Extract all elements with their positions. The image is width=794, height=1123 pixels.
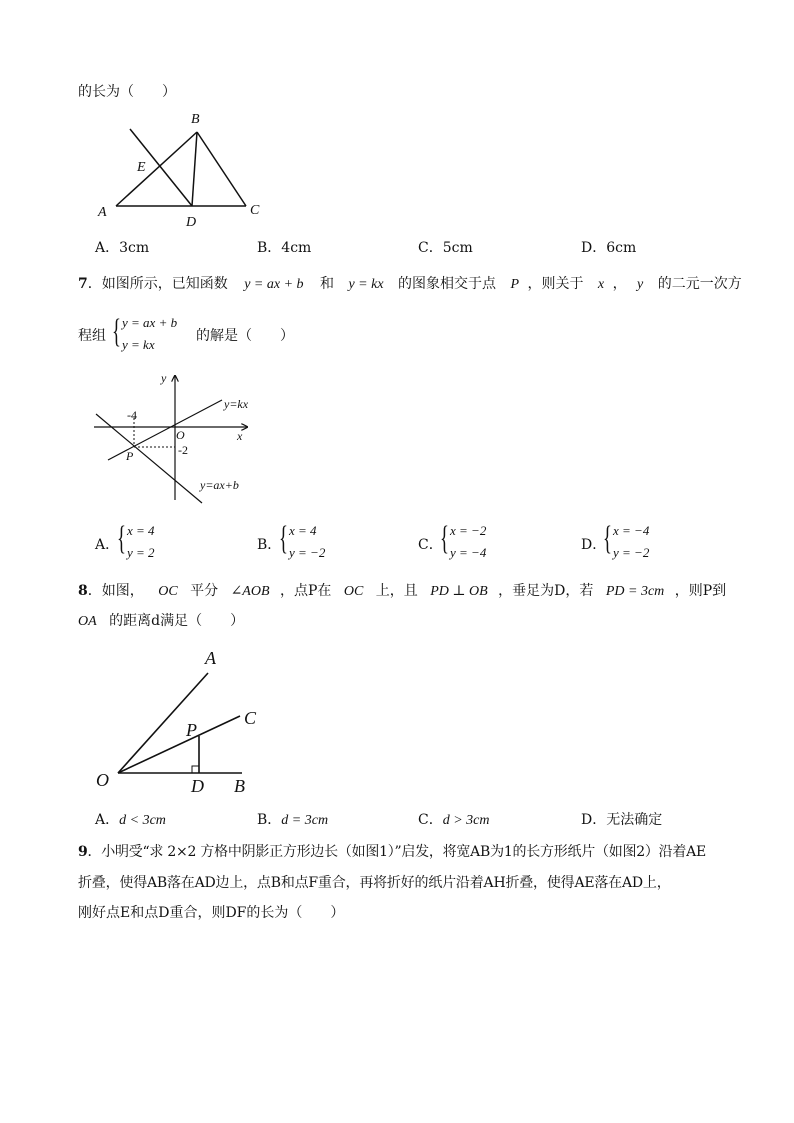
q8-option-d[interactable]: D．无法确定 — [581, 812, 663, 828]
q7-option-d[interactable]: D． { x = −4 y = −2 — [581, 520, 650, 560]
tick-x-label: -4 — [127, 408, 137, 422]
q7-option-b[interactable]: B． { x = 4 y = −2 — [257, 520, 326, 560]
q7-stem-line2-prefix: 程组 — [78, 328, 106, 344]
line-kx-label: y=kx — [224, 397, 249, 411]
axis-x-label: x — [237, 429, 243, 443]
q6-figure — [90, 105, 280, 230]
q6-option-c[interactable]: C．5cm — [418, 240, 473, 256]
line-axb-label: y=ax+b — [200, 478, 239, 492]
tick-y-label: -2 — [178, 443, 188, 457]
q8-stem-line2: OA 的距离d满足（ ） — [78, 613, 245, 629]
label-c: C — [250, 203, 260, 218]
segment-bd — [192, 132, 197, 206]
label-d: D — [191, 776, 204, 796]
label-p: P — [186, 720, 197, 740]
q8-number: 8 — [78, 583, 88, 599]
label-e: E — [137, 160, 146, 175]
segment-ab — [116, 132, 197, 206]
q7-number: 7 — [78, 276, 88, 292]
q8-option-c[interactable]: C．d > 3cm — [418, 812, 490, 828]
q7-graph — [90, 370, 265, 510]
q9-stem-line1: 9．小明受“求 2×2 方格中阴影正方形边长（如图1）”启发，将宽AB为1的长方形纸片（如图2）沿着AE — [78, 844, 706, 860]
axis-y-label: y — [161, 371, 167, 385]
q7-option-c[interactable]: C． { x = −2 y = −4 — [418, 520, 487, 560]
q8-stem-line1: 8．如图， OC 平分 ∠AOB ，点P在 OC 上，且 PD ⊥ OB ，垂足为D，若 PD = 3cm ，则P到 — [78, 583, 727, 599]
q7-option-a[interactable]: A． { x = 4 y = 2 — [95, 520, 155, 560]
label-b: B — [191, 112, 200, 127]
q6-option-a[interactable]: A．3cm — [95, 240, 150, 256]
q7-stem-line1: 7．如图所示，已知函数 y = ax + b 和 y = kx 的图象相交于点 P ，则关于 x ， y 的二元一次方 — [78, 276, 742, 292]
right-angle-mark — [192, 766, 199, 773]
segment-bc — [197, 132, 246, 206]
q7-eq1: y = ax + b — [244, 277, 304, 292]
label-a: A — [205, 648, 216, 668]
label-d: D — [186, 215, 197, 230]
label-c: C — [244, 708, 257, 728]
q9-stem-line3: 刚好点E和点D重合，则DF的长为（ ） — [78, 905, 345, 921]
q8-option-a[interactable]: A．d < 3cm — [95, 812, 166, 828]
q8-figure — [90, 640, 280, 800]
label-b: B — [234, 776, 245, 796]
q6-option-b[interactable]: B．4cm — [257, 240, 312, 256]
q7-eq2: y = kx — [348, 277, 384, 292]
q8-option-b[interactable]: B．d = 3cm — [257, 812, 329, 828]
label-a: A — [98, 205, 107, 220]
q9-number: 9 — [78, 844, 88, 860]
label-o: O — [96, 770, 109, 790]
origin-label: O — [176, 428, 185, 442]
point-p-label: P — [126, 449, 134, 463]
q7-system: { y = ax + b y = kx — [112, 313, 178, 352]
q9-stem-line2: 折叠，使得AB落在AD边上，点B和点F重合，再将折好的纸片沿着AH折叠，使得AE落在AD上， — [78, 875, 671, 891]
q7-stem-line2-suffix: 的解是（ ） — [196, 328, 294, 344]
q6-stem-tail: 的长为（ ） — [78, 84, 176, 100]
ray-oc — [118, 716, 240, 773]
q6-option-d[interactable]: D．6cm — [581, 240, 637, 256]
